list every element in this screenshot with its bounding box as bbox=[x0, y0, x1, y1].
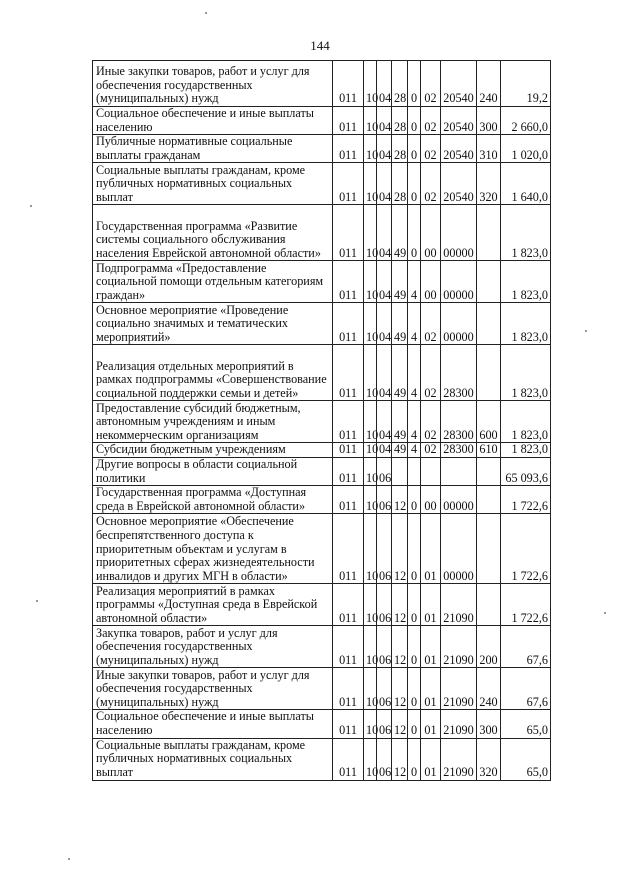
cell-sub: 0 bbox=[408, 486, 421, 514]
cell-name: Социальное обеспечение и иные выплаты населению bbox=[93, 710, 333, 738]
cell-ministry: 011 bbox=[333, 401, 364, 443]
cell-name: Публичные нормативные социальные выплаты гражданам bbox=[93, 135, 333, 163]
cell-ministry: 011 bbox=[333, 710, 364, 738]
cell-sum: 1 823,0 bbox=[501, 261, 551, 303]
cell-subsection: 04 bbox=[377, 135, 392, 163]
cell-sub: 4 bbox=[408, 401, 421, 443]
cell-sub: 0 bbox=[408, 710, 421, 738]
cell-sub: 4 bbox=[408, 303, 421, 345]
table-row bbox=[93, 163, 551, 205]
cell-event: 00 bbox=[421, 486, 441, 514]
cell-event: 01 bbox=[421, 668, 441, 710]
cell-section: 10 bbox=[364, 401, 377, 443]
cell-program: 28 bbox=[392, 61, 408, 107]
table-body bbox=[93, 61, 551, 781]
cell-sum: 65,0 bbox=[501, 738, 551, 780]
cell-name: Другие вопросы в области социальной политики bbox=[93, 457, 333, 485]
cell-name: Социальные выплаты гражданам, кроме публичных нормативных социальных выплат bbox=[93, 738, 333, 780]
cell-section: 10 bbox=[364, 345, 377, 401]
cell-code: 00000 bbox=[441, 205, 477, 261]
cell-section: 10 bbox=[364, 738, 377, 780]
cell-ministry: 011 bbox=[333, 443, 364, 458]
cell-code: 20540 bbox=[441, 163, 477, 205]
cell-sub: 0 bbox=[408, 135, 421, 163]
cell-program: 12 bbox=[392, 514, 408, 584]
table-row bbox=[93, 514, 551, 584]
cell-event: 02 bbox=[421, 135, 441, 163]
cell-section: 10 bbox=[364, 135, 377, 163]
cell-program: 12 bbox=[392, 738, 408, 780]
cell-name: Государственная программа «Доступная среда в Еврейской автономной области» bbox=[93, 486, 333, 514]
cell-event: 01 bbox=[421, 514, 441, 584]
cell-vr: 600 bbox=[477, 401, 501, 443]
cell-vr bbox=[477, 345, 501, 401]
cell-name: Иные закупки товаров, работ и услуг для обеспечения государственных (муниципальных) нужд bbox=[93, 61, 333, 107]
table-row bbox=[93, 61, 551, 107]
cell-vr bbox=[477, 261, 501, 303]
cell-sub: 0 bbox=[408, 668, 421, 710]
cell-ministry: 011 bbox=[333, 61, 364, 107]
scan-speck bbox=[585, 330, 587, 332]
cell-ministry: 011 bbox=[333, 738, 364, 780]
cell-sub: 0 bbox=[408, 107, 421, 135]
cell-sum: 1 020,0 bbox=[501, 135, 551, 163]
cell-subsection: 06 bbox=[377, 486, 392, 514]
table-row bbox=[93, 710, 551, 738]
cell-name: Подпрограмма «Предоставление социальной помощи отдельным категориям граждан» bbox=[93, 261, 333, 303]
cell-ministry: 011 bbox=[333, 345, 364, 401]
cell-vr: 610 bbox=[477, 443, 501, 458]
cell-program: 12 bbox=[392, 668, 408, 710]
cell-vr bbox=[477, 514, 501, 584]
cell-ministry: 011 bbox=[333, 514, 364, 584]
cell-program: 49 bbox=[392, 345, 408, 401]
cell-name: Социальные выплаты гражданам, кроме публичных нормативных социальных выплат bbox=[93, 163, 333, 205]
cell-subsection: 04 bbox=[377, 303, 392, 345]
cell-ministry: 011 bbox=[333, 584, 364, 626]
cell-section: 10 bbox=[364, 710, 377, 738]
budget-table bbox=[92, 60, 551, 781]
table-row bbox=[93, 668, 551, 710]
table-row bbox=[93, 738, 551, 780]
cell-ministry: 011 bbox=[333, 135, 364, 163]
scan-speck bbox=[68, 858, 70, 860]
cell-subsection: 06 bbox=[377, 514, 392, 584]
cell-vr bbox=[477, 457, 501, 485]
cell-section: 10 bbox=[364, 107, 377, 135]
cell-vr: 300 bbox=[477, 710, 501, 738]
cell-vr: 310 bbox=[477, 135, 501, 163]
cell-name: Основное мероприятие «Проведение социально значимых и тематических мероприятий» bbox=[93, 303, 333, 345]
cell-vr: 240 bbox=[477, 668, 501, 710]
cell-program: 28 bbox=[392, 135, 408, 163]
cell-subsection: 04 bbox=[377, 205, 392, 261]
cell-vr: 300 bbox=[477, 107, 501, 135]
cell-name: Реализация мероприятий в рамках программы «Доступная среда в Еврейской автономной области» bbox=[93, 584, 333, 626]
cell-event: 01 bbox=[421, 626, 441, 668]
cell-subsection: 04 bbox=[377, 163, 392, 205]
table-row bbox=[93, 443, 551, 458]
cell-section: 10 bbox=[364, 584, 377, 626]
table-row bbox=[93, 486, 551, 514]
cell-ministry: 011 bbox=[333, 457, 364, 485]
cell-ministry: 011 bbox=[333, 205, 364, 261]
cell-subsection: 06 bbox=[377, 710, 392, 738]
cell-subsection: 06 bbox=[377, 457, 392, 485]
cell-program: 49 bbox=[392, 443, 408, 458]
scan-speck bbox=[30, 205, 32, 207]
cell-code: 20540 bbox=[441, 135, 477, 163]
cell-sub: 0 bbox=[408, 584, 421, 626]
cell-sum: 1 722,6 bbox=[501, 584, 551, 626]
cell-event: 01 bbox=[421, 584, 441, 626]
cell-event: 02 bbox=[421, 443, 441, 458]
cell-program: 49 bbox=[392, 261, 408, 303]
cell-code bbox=[441, 457, 477, 485]
cell-sum: 65,0 bbox=[501, 710, 551, 738]
table-row bbox=[93, 205, 551, 261]
cell-code: 21090 bbox=[441, 584, 477, 626]
cell-section: 10 bbox=[364, 205, 377, 261]
cell-name: Закупка товаров, работ и услуг для обеспечения государственных (муниципальных) нужд bbox=[93, 626, 333, 668]
cell-code: 20540 bbox=[441, 61, 477, 107]
table-row bbox=[93, 584, 551, 626]
table-row bbox=[93, 135, 551, 163]
cell-sub: 0 bbox=[408, 514, 421, 584]
cell-sum: 1 640,0 bbox=[501, 163, 551, 205]
cell-section: 10 bbox=[364, 261, 377, 303]
cell-section: 10 bbox=[364, 61, 377, 107]
cell-section: 10 bbox=[364, 626, 377, 668]
cell-event bbox=[421, 457, 441, 485]
scan-speck bbox=[36, 600, 38, 602]
cell-section: 10 bbox=[364, 514, 377, 584]
table-row bbox=[93, 345, 551, 401]
cell-event: 02 bbox=[421, 107, 441, 135]
cell-ministry: 011 bbox=[333, 163, 364, 205]
cell-subsection: 04 bbox=[377, 401, 392, 443]
cell-code: 21090 bbox=[441, 738, 477, 780]
cell-section: 10 bbox=[364, 457, 377, 485]
cell-sum: 1 823,0 bbox=[501, 401, 551, 443]
cell-sub: 0 bbox=[408, 626, 421, 668]
cell-sum: 1 823,0 bbox=[501, 205, 551, 261]
table-row bbox=[93, 107, 551, 135]
page-number: 144 bbox=[310, 38, 330, 53]
cell-section: 10 bbox=[364, 163, 377, 205]
cell-program: 49 bbox=[392, 401, 408, 443]
cell-sum: 2 660,0 bbox=[501, 107, 551, 135]
cell-program: 12 bbox=[392, 710, 408, 738]
cell-name: Субсидии бюджетным учреждениям bbox=[93, 443, 333, 458]
cell-ministry: 011 bbox=[333, 261, 364, 303]
cell-subsection: 04 bbox=[377, 107, 392, 135]
cell-subsection: 06 bbox=[377, 584, 392, 626]
cell-vr: 320 bbox=[477, 738, 501, 780]
cell-sub: 4 bbox=[408, 345, 421, 401]
cell-subsection: 04 bbox=[377, 443, 392, 458]
cell-program: 12 bbox=[392, 486, 408, 514]
scan-speck bbox=[205, 12, 207, 14]
cell-event: 02 bbox=[421, 345, 441, 401]
cell-event: 02 bbox=[421, 163, 441, 205]
cell-program: 12 bbox=[392, 584, 408, 626]
cell-code: 28300 bbox=[441, 401, 477, 443]
cell-program: 49 bbox=[392, 303, 408, 345]
cell-event: 00 bbox=[421, 205, 441, 261]
cell-name: Иные закупки товаров, работ и услуг для обеспечения государственных (муниципальных) нужд bbox=[93, 668, 333, 710]
cell-program: 28 bbox=[392, 163, 408, 205]
cell-sum: 67,6 bbox=[501, 626, 551, 668]
cell-program bbox=[392, 457, 408, 485]
cell-code: 20540 bbox=[441, 107, 477, 135]
cell-subsection: 06 bbox=[377, 626, 392, 668]
cell-code: 00000 bbox=[441, 303, 477, 345]
cell-vr bbox=[477, 205, 501, 261]
cell-sum: 1 823,0 bbox=[501, 443, 551, 458]
cell-program: 49 bbox=[392, 205, 408, 261]
cell-ministry: 011 bbox=[333, 303, 364, 345]
cell-section: 10 bbox=[364, 443, 377, 458]
cell-code: 21090 bbox=[441, 710, 477, 738]
cell-code: 28300 bbox=[441, 443, 477, 458]
cell-subsection: 04 bbox=[377, 61, 392, 107]
table-row bbox=[93, 303, 551, 345]
table-row bbox=[93, 626, 551, 668]
cell-code: 00000 bbox=[441, 514, 477, 584]
cell-sum: 19,2 bbox=[501, 61, 551, 107]
cell-ministry: 011 bbox=[333, 668, 364, 710]
cell-subsection: 04 bbox=[377, 261, 392, 303]
cell-sub bbox=[408, 457, 421, 485]
cell-sub: 0 bbox=[408, 61, 421, 107]
cell-event: 01 bbox=[421, 710, 441, 738]
cell-code: 28300 bbox=[441, 345, 477, 401]
cell-sub: 4 bbox=[408, 261, 421, 303]
cell-section: 10 bbox=[364, 303, 377, 345]
cell-code: 00000 bbox=[441, 261, 477, 303]
cell-event: 01 bbox=[421, 738, 441, 780]
cell-section: 10 bbox=[364, 486, 377, 514]
cell-sub: 4 bbox=[408, 443, 421, 458]
scan-speck bbox=[604, 612, 606, 614]
table-row bbox=[93, 457, 551, 485]
cell-sum: 67,6 bbox=[501, 668, 551, 710]
table-row bbox=[93, 401, 551, 443]
cell-sub: 0 bbox=[408, 205, 421, 261]
cell-code: 00000 bbox=[441, 486, 477, 514]
cell-ministry: 011 bbox=[333, 486, 364, 514]
cell-vr bbox=[477, 303, 501, 345]
cell-event: 02 bbox=[421, 303, 441, 345]
cell-vr: 200 bbox=[477, 626, 501, 668]
cell-code: 21090 bbox=[441, 626, 477, 668]
cell-ministry: 011 bbox=[333, 107, 364, 135]
cell-name: Социальное обеспечение и иные выплаты населению bbox=[93, 107, 333, 135]
cell-event: 02 bbox=[421, 401, 441, 443]
cell-subsection: 04 bbox=[377, 345, 392, 401]
cell-vr: 320 bbox=[477, 163, 501, 205]
cell-sum: 1 722,6 bbox=[501, 514, 551, 584]
cell-sub: 0 bbox=[408, 738, 421, 780]
cell-event: 02 bbox=[421, 61, 441, 107]
table-row bbox=[93, 261, 551, 303]
cell-sum: 1 823,0 bbox=[501, 345, 551, 401]
cell-event: 00 bbox=[421, 261, 441, 303]
cell-program: 12 bbox=[392, 626, 408, 668]
cell-subsection: 06 bbox=[377, 668, 392, 710]
cell-program: 28 bbox=[392, 107, 408, 135]
cell-sum: 65 093,6 bbox=[501, 457, 551, 485]
cell-vr bbox=[477, 486, 501, 514]
cell-ministry: 011 bbox=[333, 626, 364, 668]
cell-sub: 0 bbox=[408, 163, 421, 205]
cell-code: 21090 bbox=[441, 668, 477, 710]
cell-sum: 1 722,6 bbox=[501, 486, 551, 514]
cell-vr bbox=[477, 584, 501, 626]
cell-name: Основное мероприятие «Обеспечение беспрепятственного доступа к приоритетным объектам и услугам в приоритетных сферах жизнедеятельности инвалидов и других МГН в области» bbox=[93, 514, 333, 584]
cell-name: Реализация отдельных мероприятий в рамках подпрограммы «Совершенствование социальной поддержки семьи и детей» bbox=[93, 345, 333, 401]
cell-subsection: 06 bbox=[377, 738, 392, 780]
cell-name: Государственная программа «Развитие системы социального обслуживания населения Еврейской автономной области» bbox=[93, 205, 333, 261]
cell-section: 10 bbox=[364, 668, 377, 710]
cell-sum: 1 823,0 bbox=[501, 303, 551, 345]
cell-vr: 240 bbox=[477, 61, 501, 107]
cell-name: Предоставление субсидий бюджетным, автономным учреждениям и иным некоммерческим организациям bbox=[93, 401, 333, 443]
